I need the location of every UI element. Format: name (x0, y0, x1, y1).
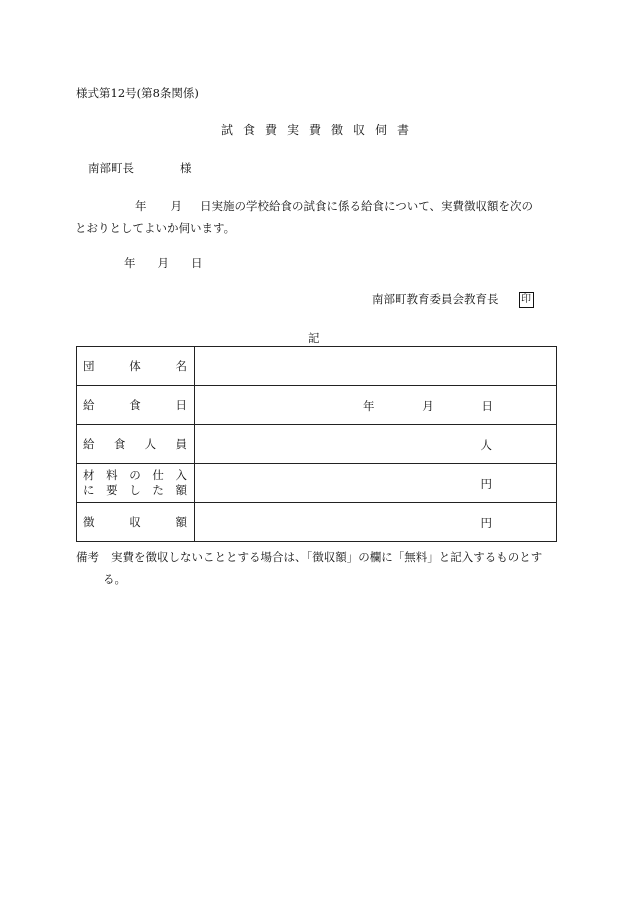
table-row (77, 503, 557, 542)
date-year: 年 (124, 256, 136, 270)
collection-amount-field[interactable] (195, 503, 557, 542)
body-line1: 日実施の学校給食の試食に係る給食について、実費徴収額を次の (200, 199, 534, 213)
collection-amount-unit: 円 (480, 516, 492, 530)
details-table (76, 346, 557, 542)
label-collection-amount: 徴 収 額 (77, 503, 195, 542)
date-day: 日 (191, 256, 203, 270)
body-year: 年 (135, 199, 147, 213)
sender (372, 291, 534, 308)
meal-date-month: 月 (422, 399, 434, 413)
table-row (77, 386, 557, 425)
table-row (77, 464, 557, 503)
material-cost-field[interactable] (195, 464, 557, 503)
table-row (77, 347, 557, 386)
organization-name-field[interactable] (195, 347, 557, 386)
body-paragraph (75, 195, 555, 239)
form-number: 様式第12号(第8条関係) (76, 86, 199, 100)
body-month: 月 (170, 199, 182, 213)
remarks-heading: 備考 (76, 550, 99, 564)
remarks-line1: 実費を徴収しないこととする場合は、「徴収額」の欄に「無料」と記入するものとす (111, 550, 543, 564)
meal-date-year: 年 (363, 399, 375, 413)
meal-date-field[interactable] (195, 386, 557, 425)
meal-headcount-field[interactable] (195, 425, 557, 464)
remarks (76, 546, 566, 590)
body-line2: とおりとしてよいか伺います。 (75, 221, 236, 235)
label-material-cost: 材 料 の 仕 入 に 要 し た 額 (77, 464, 195, 503)
remarks-line2: る。 (103, 572, 126, 586)
document-title: 試食費実費徴収伺書 (220, 123, 419, 137)
record-heading: 記 (308, 331, 320, 345)
table-row (77, 425, 557, 464)
date-line (124, 255, 203, 271)
label-organization-name: 団 体 名 (77, 347, 195, 386)
date-month: 月 (157, 256, 169, 270)
label-meal-date: 給 食 日 (77, 386, 195, 425)
addressee-name: 南部町長 (88, 161, 134, 175)
material-cost-unit: 円 (480, 477, 492, 491)
addressee (88, 160, 192, 176)
seal-mark: 印 (519, 292, 534, 308)
headcount-unit: 人 (480, 438, 492, 452)
sender-name: 南部町教育委員会教育長 (372, 292, 499, 306)
addressee-honorific: 様 (180, 161, 192, 175)
meal-date-day: 日 (481, 399, 493, 413)
label-meal-headcount: 給 食 人 員 (77, 425, 195, 464)
